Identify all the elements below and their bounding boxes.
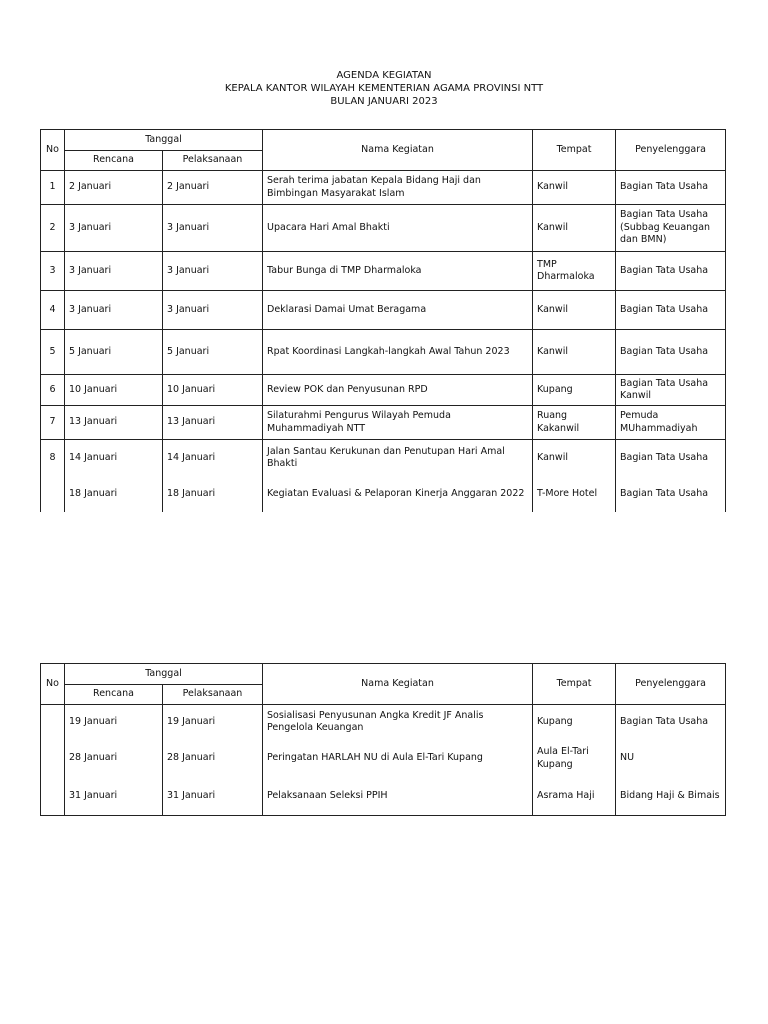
cell-penyelenggara: Bagian Tata Usaha (Subbag Keuangan dan BMN) [616,205,726,252]
col-header-nama-kegiatan: Nama Kegiatan [263,664,533,705]
cell-pelaksanaan: 28 Januari [163,740,263,778]
agenda-table-2 [40,663,726,816]
cell-rencana: 10 Januari [65,375,163,406]
cell-no: 2 [41,205,65,252]
cell-no: 7 [41,406,65,440]
cell-no: 8 [41,440,65,477]
col-header-no: No [41,130,65,171]
cell-nama-kegiatan: Deklarasi Damai Umat Beragama [263,291,533,330]
header-title: AGENDA KEGIATAN [336,70,432,81]
agenda-table-1 [40,129,726,512]
cell-tempat: Kanwil [533,205,616,252]
cell-nama-kegiatan: Kegiatan Evaluasi & Pelaporan Kinerja Anggaran 2022 [263,477,533,512]
cell-tempat: Ruang Kakanwil [533,406,616,440]
col-header-penyelenggara: Penyelenggara [616,130,726,171]
col-header-tanggal: Tanggal [65,130,263,151]
cell-no: 5 [41,330,65,375]
cell-pelaksanaan: 13 Januari [163,406,263,440]
cell-penyelenggara: Bagian Tata Usaha [616,252,726,291]
table-row [41,375,726,406]
col-header-no: No [41,664,65,705]
cell-rencana: 19 Januari [65,705,163,740]
table-row [41,740,726,778]
cell-nama-kegiatan: Tabur Bunga di TMP Dharmaloka [263,252,533,291]
cell-tempat: Asrama Haji [533,778,616,816]
cell-penyelenggara: Bagian Tata Usaha [616,291,726,330]
cell-no [41,477,65,512]
cell-nama-kegiatan: Silaturahmi Pengurus Wilayah Pemuda Muhammadiyah NTT [263,406,533,440]
page-header [0,69,768,108]
cell-penyelenggara: Bagian Tata Usaha [616,477,726,512]
cell-penyelenggara: Pemuda MUhammadiyah [616,406,726,440]
col-header-pelaksanaan: Pelaksanaan [163,685,263,705]
col-header-rencana: Rencana [65,151,163,171]
cell-penyelenggara: Bagian Tata Usaha [616,330,726,375]
cell-rencana: 14 Januari [65,440,163,477]
cell-tempat: TMP Dharmaloka [533,252,616,291]
cell-rencana: 5 Januari [65,330,163,375]
col-header-tanggal: Tanggal [65,664,263,685]
cell-pelaksanaan: 18 Januari [163,477,263,512]
table-row [41,440,726,477]
table-row [41,171,726,205]
table-row [41,705,726,740]
cell-no: 1 [41,171,65,205]
cell-pelaksanaan: 19 Januari [163,705,263,740]
cell-no: 3 [41,252,65,291]
cell-rencana: 3 Januari [65,252,163,291]
cell-pelaksanaan: 2 Januari [163,171,263,205]
col-header-penyelenggara: Penyelenggara [616,664,726,705]
cell-rencana: 18 Januari [65,477,163,512]
col-header-pelaksanaan: Pelaksanaan [163,151,263,171]
cell-rencana: 3 Januari [65,291,163,330]
cell-no [41,778,65,816]
table-row [41,330,726,375]
cell-nama-kegiatan: Serah terima jabatan Kepala Bidang Haji dan Bimbingan Masyarakat Islam [263,171,533,205]
header-period: BULAN JANUARI 2023 [330,96,438,107]
cell-nama-kegiatan: Rpat Koordinasi Langkah-langkah Awal Tahun 2023 [263,330,533,375]
cell-rencana: 3 Januari [65,205,163,252]
cell-tempat: Kanwil [533,440,616,477]
cell-penyelenggara: Bidang Haji & Bimais [616,778,726,816]
table-row [41,406,726,440]
cell-pelaksanaan: 5 Januari [163,330,263,375]
table-row [41,477,726,512]
cell-tempat: Kanwil [533,291,616,330]
table-row [41,291,726,330]
header-institution: KEPALA KANTOR WILAYAH KEMENTERIAN AGAMA PROVINSI NTT [224,83,544,94]
cell-no [41,740,65,778]
col-header-nama-kegiatan: Nama Kegiatan [263,130,533,171]
cell-nama-kegiatan: Review POK dan Penyusunan RPD [263,375,533,406]
cell-nama-kegiatan: Jalan Santau Kerukunan dan Penutupan Hari Amal Bhakti [263,440,533,477]
cell-nama-kegiatan: Upacara Hari Amal Bhakti [263,205,533,252]
cell-pelaksanaan: 3 Januari [163,291,263,330]
cell-penyelenggara: NU [616,740,726,778]
cell-penyelenggara: Bagian Tata Usaha [616,440,726,477]
cell-nama-kegiatan: Sosialisasi Penyusunan Angka Kredit JF Analis Pengelola Keuangan [263,705,533,740]
cell-penyelenggara: Bagian Tata Usaha [616,705,726,740]
cell-pelaksanaan: 3 Januari [163,252,263,291]
cell-no: 4 [41,291,65,330]
cell-pelaksanaan: 10 Januari [163,375,263,406]
cell-nama-kegiatan: Pelaksanaan Seleksi PPIH [263,778,533,816]
cell-tempat: Kanwil [533,330,616,375]
cell-pelaksanaan: 14 Januari [163,440,263,477]
cell-rencana: 13 Januari [65,406,163,440]
table-row [41,205,726,252]
cell-tempat: Kupang [533,375,616,406]
cell-tempat: T-More Hotel [533,477,616,512]
cell-no [41,705,65,740]
cell-nama-kegiatan: Peringatan HARLAH NU di Aula El-Tari Kupang [263,740,533,778]
cell-rencana: 2 Januari [65,171,163,205]
col-header-tempat: Tempat [533,664,616,705]
cell-rencana: 31 Januari [65,778,163,816]
cell-pelaksanaan: 3 Januari [163,205,263,252]
cell-no: 6 [41,375,65,406]
cell-penyelenggara: Bagian Tata Usaha [616,171,726,205]
cell-rencana: 28 Januari [65,740,163,778]
cell-tempat: Kupang [533,705,616,740]
table-row [41,778,726,816]
table-row [41,252,726,291]
col-header-rencana: Rencana [65,685,163,705]
cell-tempat: Kanwil [533,171,616,205]
cell-tempat: Aula El-Tari Kupang [533,740,616,778]
cell-penyelenggara: Bagian Tata Usaha Kanwil [616,375,726,406]
col-header-tempat: Tempat [533,130,616,171]
cell-pelaksanaan: 31 Januari [163,778,263,816]
